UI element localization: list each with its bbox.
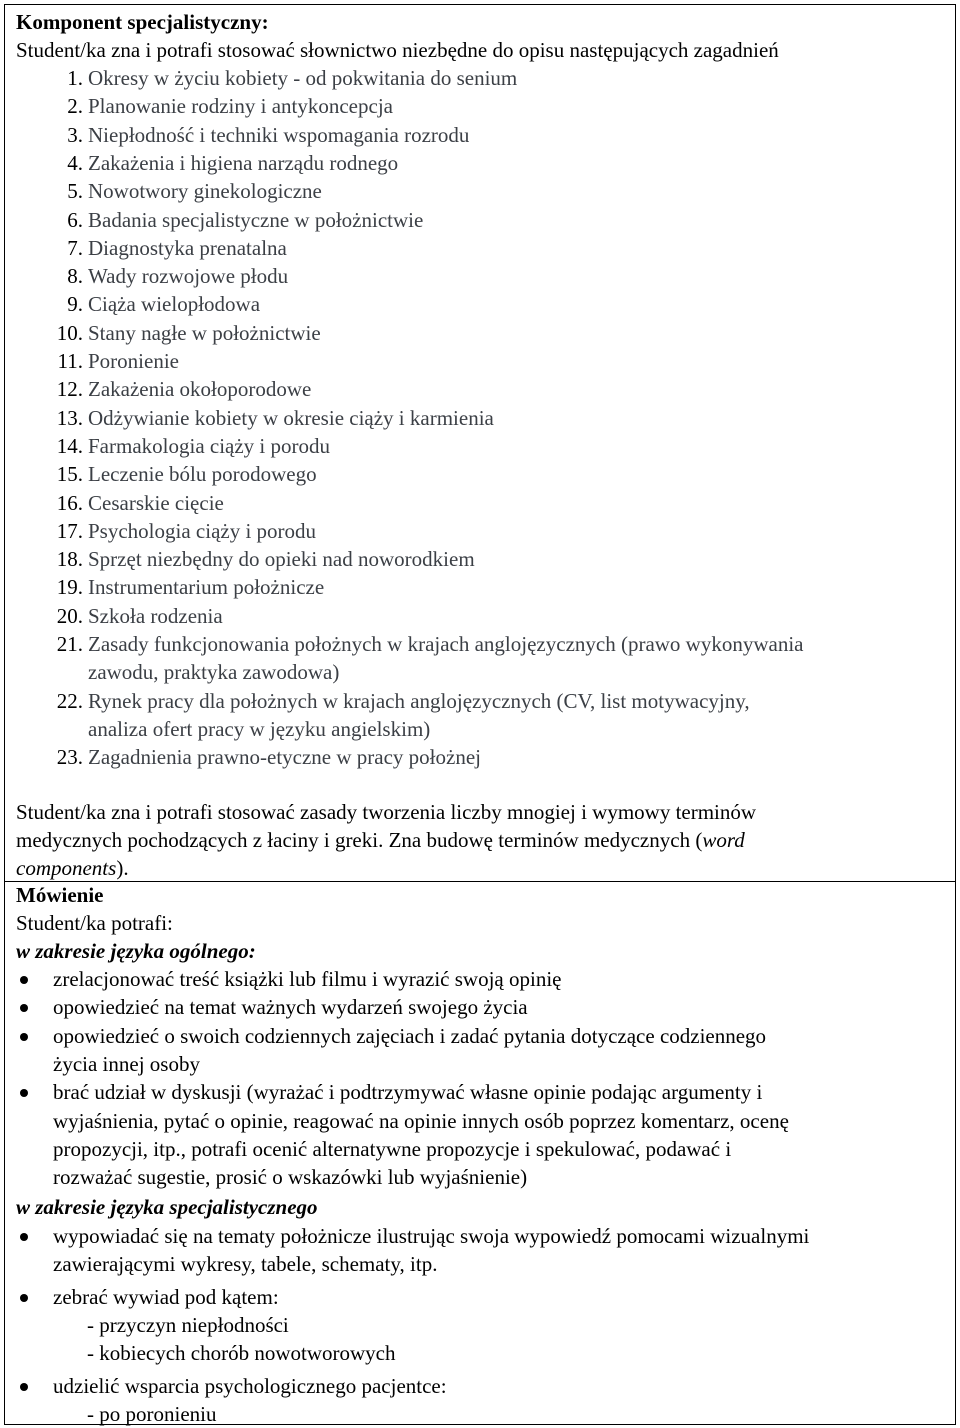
bullet-icon [20, 1033, 28, 1041]
topic-text: Diagnostyka prenatalna [88, 235, 287, 260]
topic-number: 19. [56, 575, 83, 600]
specialist-language-heading: w zakresie języka specjalistycznego [16, 1195, 318, 1219]
topic-text: Ciąża wielopłodowa [88, 292, 261, 317]
speaking-intro: Student/ka potrafi: [16, 911, 173, 935]
topic-text: Niepłodność i techniki wspomagania rozrodu [88, 122, 470, 147]
topic-text: Nowotwory ginekologiczne [88, 179, 322, 204]
topic-text: Planowanie rodziny i antykoncepcja [88, 94, 393, 119]
topic-text: Rynek pracy dla położnych w krajach anglojęzycznych (CV, list motywacyjny, [88, 688, 750, 713]
bullet-text: zrelacjonować treść książki lub filmu i wyrazić swoją opinię [53, 967, 562, 991]
paragraph-italic-term: word [702, 828, 745, 852]
bullet-text: opowiedzieć na temat ważnych wydarzeń swojego życia [53, 995, 528, 1020]
topic-text: Poronienie [88, 349, 179, 373]
topic-text: Farmakologia ciąży i porodu [88, 433, 331, 458]
topic-text: Odżywianie kobiety w okresie ciąży i karmienia [88, 405, 494, 430]
topic-number: 1. [67, 66, 83, 90]
topic-number: 2. [67, 94, 83, 119]
topic-number: 6. [67, 207, 83, 232]
topic-number: 23. [56, 745, 83, 770]
plural-rules-paragraph-line3 [16, 856, 129, 880]
topic-number: 18. [56, 547, 83, 572]
topic-text: Zakażenia okołoporodowe [88, 377, 312, 402]
topic-number: 3. [67, 122, 83, 147]
topic-number: 5. [67, 179, 83, 204]
topic-text-continued: analiza ofert pracy w języku angielskim) [88, 716, 431, 741]
topic-number: 10. [56, 320, 83, 345]
topic-number: 20. [56, 603, 83, 628]
bullet-text: wypowiadać się na tematy położnicze ilustrując swoja wypowiedź pomocami wizualnymi [53, 1224, 810, 1248]
topic-text: Wady rozwojowe płodu [88, 264, 289, 289]
topic-text: Sprzęt niezbędny do opieki nad noworodkiem [88, 547, 475, 572]
bullet-icon [20, 1004, 28, 1012]
bullet-icon [20, 1089, 28, 1097]
bullet-text: brać udział w dyskusji (wyrażać i podtrzymywać własne opinie podając argumenty i [53, 1080, 763, 1105]
topic-number: 9. [67, 292, 83, 317]
topic-number: 16. [56, 490, 83, 515]
paragraph-italic-term: components [16, 856, 117, 880]
bullet-icon [20, 1294, 28, 1302]
topic-number: 21. [56, 632, 83, 656]
speaking-cell [4, 881, 956, 1425]
topic-number: 7. [67, 235, 83, 260]
plural-rules-paragraph-line2 [16, 828, 745, 852]
topic-text: Leczenie bólu porodowego [88, 462, 317, 487]
bullet-text: rozważać sugestie, prosić o wskazówki lub wyjaśnienie) [53, 1165, 528, 1190]
section-intro: Student/ka zna i potrafi stosować słownictwo niezbędne do opisu następujących zagadnień [16, 38, 779, 62]
topic-text: Stany nagłe w położnictwie [88, 320, 321, 345]
bullet-text: opowiedzieć o swoich codziennych zajęciach i zadać pytania dotyczące codziennego [53, 1023, 767, 1048]
topic-text: Zagadnienia prawno-etyczne w pracy położnej [88, 745, 481, 770]
topic-text: Okresy w życiu kobiety - od pokwitania do senium [88, 66, 518, 90]
bullet-text: zawierającymi wykresy, tabele, schematy, itp. [53, 1252, 438, 1277]
bullet-text: zebrać wywiad pod kątem: [53, 1284, 279, 1309]
topic-number: 13. [56, 405, 83, 430]
topic-number: 8. [67, 264, 83, 289]
bullet-icon [20, 1233, 28, 1241]
bullet-text: propozycji, itp., potrafi ocenić alternatywne propozycje i spekulować, podawać i [53, 1136, 732, 1161]
topic-text: Cesarskie cięcie [88, 490, 224, 515]
topic-text: Psychologia ciąży i porodu [88, 518, 317, 543]
sub-item-text: - kobiecych chorób nowotworowych [87, 1341, 396, 1366]
bullet-text: życia innej osoby [53, 1051, 200, 1076]
topic-number: 15. [56, 462, 83, 487]
sub-item-text: - przyczyn niepłodności [87, 1312, 289, 1337]
topic-number: 12. [56, 377, 83, 402]
topic-number: 4. [67, 150, 83, 175]
topic-text: Szkoła rodzenia [88, 603, 223, 628]
sub-item-text: - po poronieniu [87, 1401, 217, 1426]
topic-number: 22. [56, 688, 83, 713]
speaking-title: Mówienie [16, 883, 104, 907]
section-title: Komponent specjalistyczny: [16, 10, 269, 34]
topic-text: Zasady funkcjonowania położnych w krajach anglojęzycznych (prawo wykonywania [88, 632, 804, 656]
bullet-icon [20, 1383, 28, 1391]
bullet-text: udzielić wsparcia psychologicznego pacjentce: [53, 1373, 447, 1398]
topic-text: Badania specjalistyczne w położnictwie [88, 207, 424, 232]
paragraph-text: medycznych pochodzących z łaciny i greki. Zna budowę terminów medycznych ( [16, 828, 703, 852]
topic-text: Zakażenia i higiena narządu rodnego [88, 150, 399, 175]
topic-text: Instrumentarium położnicze [88, 575, 325, 600]
topic-number: 11. [57, 349, 83, 373]
specialist-component-cell [4, 4, 956, 882]
general-language-heading: w zakresie języka ogólnego: [16, 939, 256, 963]
topic-text-continued: zawodu, praktyka zawodowa) [88, 660, 340, 685]
topic-number: 14. [56, 433, 83, 458]
plural-rules-paragraph-line1: Student/ka zna i potrafi stosować zasady tworzenia liczby mnogiej i wymowy terminów [16, 800, 757, 824]
topic-number: 17. [56, 518, 83, 543]
paragraph-text: ). [116, 856, 129, 880]
bullet-icon [20, 976, 28, 984]
bullet-text: wyjaśnienia, pytać o opinie, reagować na opinie innych osób poprzez komentarz, ocenę [53, 1108, 789, 1133]
